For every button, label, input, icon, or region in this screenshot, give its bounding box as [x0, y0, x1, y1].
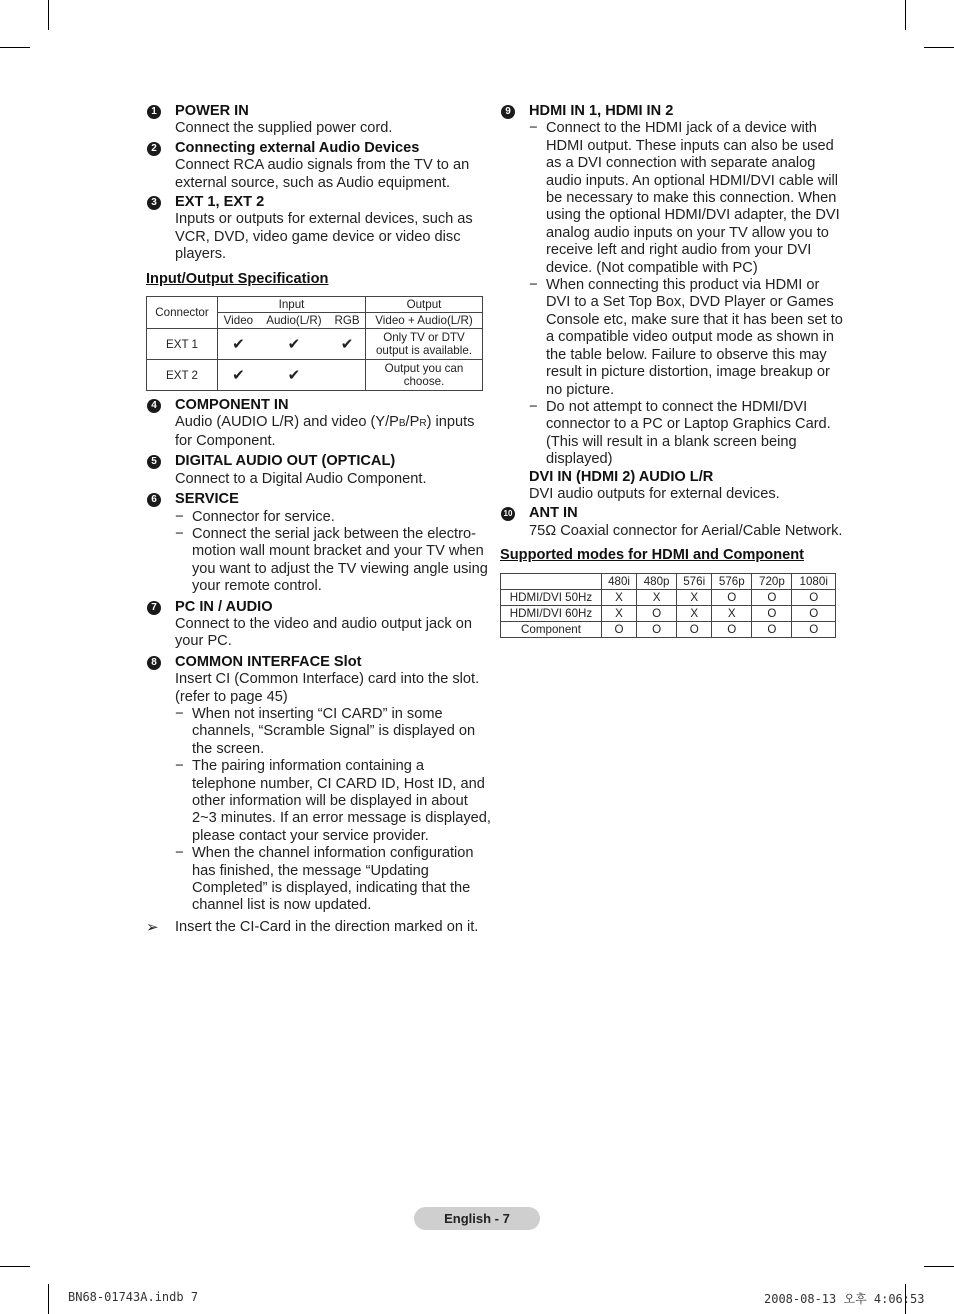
desc-text: B [398, 418, 406, 430]
item-subtitle: DVI IN (HDMI 2) AUDIO L/R [529, 468, 714, 485]
crop-mark [0, 1266, 30, 1267]
desc-text: ) inputs for Component. [175, 414, 475, 449]
item-title: EXT 1, EXT 2 [175, 194, 265, 211]
table-row [147, 329, 483, 360]
number-badge: 8 [147, 656, 161, 670]
right-column [500, 103, 845, 638]
table-cell: O [602, 621, 637, 637]
hdmi-in-item [500, 103, 845, 503]
check-icon: ✔ [218, 329, 259, 360]
bullet-list [529, 120, 845, 468]
table-header-cell: 1080i [792, 573, 836, 589]
table-cell: O [792, 605, 836, 621]
digital-audio-item [146, 453, 491, 488]
item-title: PC IN / AUDIO [175, 598, 273, 615]
list-item: − Connect to the HDMI jack of a device with HDMI output. These inputs can also be used as a DVI connection with separate analog audio inputs. An optional HDMI/DVI cable will be necessary to make this connection. When using the optional HDMI/DVI adapter, the DVI analog audio inputs on your TV allow you to receive left and right audio from your DVI device. (Not compatible with PC) [546, 120, 845, 277]
bullet-list [175, 706, 491, 915]
table-cell: O [637, 605, 677, 621]
modes-heading: Supported modes for HDMI and Component [500, 547, 805, 564]
ant-in-item [500, 505, 845, 540]
supported-modes-table [500, 573, 836, 638]
crop-mark [924, 1266, 954, 1267]
table-header-cell: Input [218, 297, 366, 313]
table-row [501, 589, 836, 605]
note-text: Insert the CI-Card in the direction marked on it. [175, 918, 479, 935]
ext-item [146, 194, 491, 264]
table-cell: Only TV or DTV output is available. [366, 329, 483, 360]
list-item: − When connecting this product via HDMI or DVI to a Set Top Box, DVD Player or Games Console etc, make sure that it has been set to a compatible video output mode as shown in the table below. Failure to observe this may result in picture distortion, image breakup or no picture. [546, 277, 845, 399]
list-item: − When not inserting “CI CARD” in some channels, “Scramble Signal” is displayed on the screen. [192, 706, 491, 758]
table-cell: O [792, 589, 836, 605]
component-in-item [146, 397, 491, 450]
page-number-badge: English - 7 [414, 1207, 540, 1230]
item-description: Connect to the video and audio output jack on your PC. [175, 615, 472, 650]
number-badge: 9 [501, 105, 515, 119]
table-cell: HDMI/DVI 50Hz [501, 589, 602, 605]
table-cell: X [712, 605, 752, 621]
table-cell: O [752, 605, 792, 621]
table-cell: HDMI/DVI 60Hz [501, 605, 602, 621]
left-column [146, 103, 491, 936]
item-title: COMPONENT IN [175, 397, 289, 414]
item-description: Connect to a Digital Audio Component. [175, 470, 427, 487]
table-cell: O [752, 589, 792, 605]
table-header-cell: Audio(L/R) [259, 313, 329, 329]
table-header-cell: 720p [752, 573, 792, 589]
item-title: Connecting external Audio Devices [175, 139, 420, 156]
crop-mark [0, 47, 30, 48]
table-cell: O [637, 621, 677, 637]
table-cell: O [792, 621, 836, 637]
table-cell: EXT 1 [147, 329, 218, 360]
number-badge: 5 [147, 455, 161, 469]
table-cell: Output you can choose. [366, 360, 483, 391]
check-icon: ✔ [259, 360, 329, 391]
table-cell: O [752, 621, 792, 637]
list-item: − Connector for service. [192, 509, 491, 526]
item-title: POWER IN [175, 103, 249, 119]
desc-text: Audio (AUDIO L/R) and video (Y/P [175, 414, 399, 431]
item-description: Connect the supplied power cord. [175, 120, 393, 137]
io-spec-heading: Input/Output Specification [146, 270, 329, 287]
item-title: HDMI IN 1, HDMI IN 2 [529, 103, 674, 119]
table-row [501, 605, 836, 621]
item-description: DVI audio outputs for external devices. [529, 485, 780, 502]
pc-in-item [146, 599, 491, 651]
number-badge: 10 [501, 507, 515, 521]
table-header-cell: 576i [677, 573, 712, 589]
table-cell: X [677, 589, 712, 605]
number-badge: 7 [147, 601, 161, 615]
table-header-cell [501, 573, 602, 589]
list-item: − Do not attempt to connect the HDMI/DVI connector to a PC or Laptop Graphics Card. (This will result in a blank screen being displayed) [546, 399, 845, 469]
audio-devices-item [146, 140, 491, 192]
list-item: − Connect the serial jack between the electro-motion wall mount bracket and your TV when you want to adjust the TV viewing angle using your remote control. [192, 526, 491, 596]
item-title: DIGITAL AUDIO OUT (OPTICAL) [175, 453, 396, 470]
table-cell: EXT 2 [147, 360, 218, 391]
item-description [175, 414, 491, 450]
crop-mark [48, 1284, 49, 1314]
item-title: SERVICE [175, 491, 239, 508]
table-header-cell: 480i [602, 573, 637, 589]
crop-mark [48, 0, 49, 30]
table-header-cell: Output [366, 297, 483, 313]
power-in-item [146, 103, 491, 138]
table-header-cell: Video + Audio(L/R) [366, 313, 483, 329]
arrow-note-icon: ➢ [146, 918, 159, 936]
table-cell [329, 360, 365, 391]
crop-mark [924, 47, 954, 48]
crop-mark [905, 0, 906, 30]
table-cell: X [637, 589, 677, 605]
table-cell: O [712, 589, 752, 605]
io-spec-table [146, 296, 483, 391]
item-description: Insert CI (Common Interface) card into the slot. (refer to page 45) [175, 671, 480, 705]
table-header-cell: Connector [147, 297, 218, 329]
table-header-row [501, 573, 836, 589]
item-description: 75Ω Coaxial connector for Aerial/Cable Network. [529, 522, 843, 539]
number-badge: 1 [147, 105, 161, 119]
desc-text: R [419, 418, 427, 430]
item-title: COMMON INTERFACE Slot [175, 653, 362, 670]
table-header-cell: RGB [329, 313, 365, 329]
number-badge: 6 [147, 493, 161, 507]
table-cell: O [677, 621, 712, 637]
table-header-cell: Video [218, 313, 259, 329]
note [146, 919, 491, 936]
number-badge: 4 [147, 399, 161, 413]
print-file-info: BN68-01743A.indb 7 [68, 1290, 199, 1304]
table-cell: O [712, 621, 752, 637]
table-header-cell: 576p [712, 573, 752, 589]
table-cell: X [602, 589, 637, 605]
check-icon: ✔ [329, 329, 365, 360]
table-cell: X [677, 605, 712, 621]
check-icon: ✔ [259, 329, 329, 360]
item-description: Connect RCA audio signals from the TV to an external source, such as Audio equipment. [175, 157, 470, 191]
number-badge: 2 [147, 142, 161, 156]
bullet-list [175, 509, 491, 596]
ci-slot-item [146, 654, 491, 915]
check-icon: ✔ [218, 360, 259, 391]
list-item: − When the channel information configuration has finished, the message “Updating Completed” is displayed, indicating that the channel list is now updated. [192, 845, 491, 915]
desc-text: /P [405, 414, 420, 431]
table-row [501, 621, 836, 637]
number-badge: 3 [147, 196, 161, 210]
table-header-cell: 480p [637, 573, 677, 589]
table-cell: X [602, 605, 637, 621]
table-header-row [147, 297, 483, 313]
item-title: ANT IN [529, 505, 578, 522]
list-item: − The pairing information containing a telephone number, CI CARD ID, Host ID, and other information will be displayed in about 2~3 minutes. If an error message is displayed, please contact your service provider. [192, 758, 491, 845]
service-item [146, 491, 491, 595]
print-date-info: 2008-08-13 오후 4:06:53 [764, 1292, 925, 1306]
item-description: Inputs or outputs for external devices, such as VCR, DVD, video game device or video disc players. [175, 211, 473, 263]
table-row [147, 360, 483, 391]
table-cell: Component [501, 621, 602, 637]
